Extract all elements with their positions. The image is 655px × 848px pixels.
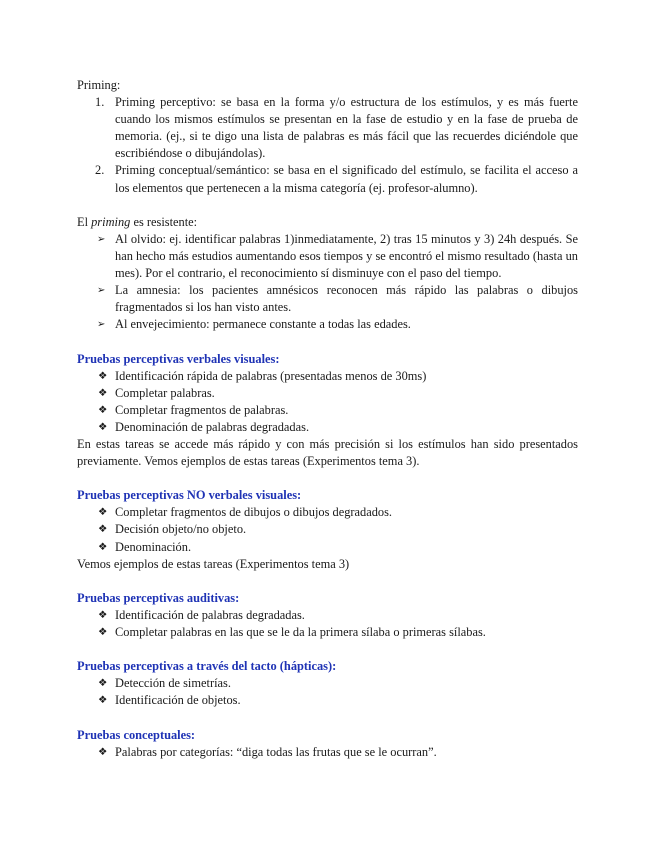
resistance-intro-italic: priming [91, 214, 131, 229]
auditory-list [77, 607, 578, 641]
section-heading-conceptual: Pruebas conceptuales: [77, 727, 196, 742]
arrow-bullet-icon: ➢ [97, 233, 106, 245]
nonverbal-visual-item-text: Completar fragmentos de dibujos o dibujos degradados. [115, 505, 393, 520]
diamond-bullet-icon: ❖ [98, 627, 108, 638]
haptic-item [77, 692, 578, 709]
resistance-list [77, 231, 578, 334]
arrow-bullet-icon: ➢ [97, 319, 106, 331]
conceptual-item [77, 744, 578, 761]
verbal-visual-item-text: Identificación rápida de palabras (presentadas menos de 30ms) [115, 368, 427, 383]
diamond-bullet-icon: ❖ [98, 387, 108, 399]
nonverbal-visual-item-text: Denominación. [115, 539, 192, 554]
auditory-item-text: Completar palabras en las que se le da la primera sílaba o primeras sílabas. [115, 625, 486, 639]
verbal-visual-list [77, 368, 578, 436]
diamond-bullet-icon: ❖ [98, 524, 108, 536]
section-heading-verbal-visual: Pruebas perceptivas verbales visuales: [77, 351, 280, 366]
priming-types-list [77, 94, 578, 197]
resistance-item [77, 316, 578, 333]
priming-type-item [77, 94, 578, 162]
diamond-bullet-icon: ❖ [98, 678, 108, 690]
haptic-item-text: Identificación de objetos. [115, 693, 241, 708]
list-number: 1. [95, 95, 105, 110]
verbal-visual-item [77, 402, 578, 419]
resistance-item [77, 282, 578, 316]
verbal-visual-item-text: Denominación de palabras degradadas. [115, 419, 310, 434]
resistance-item-text: La amnesia: los pacientes amnésicos reconocen más rápido las palabras o dibujos fragmentados si los han visto antes. [115, 283, 578, 315]
auditory-item-text: Identificación de palabras degradadas. [115, 607, 305, 622]
section-heading-auditory: Pruebas perceptivas auditivas: [77, 590, 240, 605]
auditory-item [77, 607, 578, 624]
haptic-item [77, 675, 578, 692]
nonverbal-visual-item [77, 539, 578, 556]
verbal-visual-item-text: Completar fragmentos de palabras. [115, 402, 289, 417]
resistance-intro-prefix: El [77, 214, 92, 229]
haptic-list [77, 675, 578, 709]
verbal-visual-item-text: Completar palabras. [115, 385, 215, 400]
priming-type-text: Priming conceptual/semántico: se basa en el significado del estímulo, se facilita el acceso a los elementos que pertenecen a la misma categoría (ej. profesor-alumno). [115, 163, 578, 195]
section-heading-haptic: Pruebas perceptivas a través del tacto (hápticas): [77, 659, 337, 674]
nonverbal-visual-note: Vemos ejemplos de estas tareas (Experimentos tema 3) [77, 556, 350, 571]
diamond-bullet-icon: ❖ [98, 404, 108, 416]
verbal-visual-note: En estas tareas se accede más rápido y con más precisión si los estímulos han sido presentados previamente. Vemos ejemplos de estas tareas (Experimentos tema 3). [77, 436, 578, 469]
nonverbal-visual-item [77, 521, 578, 538]
priming-type-text: Priming perceptivo: se basa en la forma y/o estructura de los estímulos, y es más fuerte cuando los mismos estímulos se presentan en la fase de estudio y en la fase de prueba de memoria. (ej., si te digo una lista de palabras es más fácil que las recuerdes diciéndole que escribiéndose o dibujándolas). [115, 95, 578, 161]
nonverbal-visual-item-text: Decisión objeto/no objeto. [115, 522, 247, 537]
priming-title: Priming: [77, 78, 121, 92]
resistance-item-text: Al envejecimiento: permanece constante a todas las edades. [115, 317, 411, 332]
list-number: 2. [95, 163, 105, 178]
priming-type-item [77, 162, 578, 196]
verbal-visual-item [77, 385, 578, 402]
diamond-bullet-icon: ❖ [98, 695, 108, 707]
conceptual-list [77, 744, 578, 761]
resistance-intro [77, 214, 578, 231]
conceptual-item-text: Palabras por categorías: “diga todas las frutas que se le ocurran”. [115, 744, 437, 759]
nonverbal-visual-list [77, 504, 578, 555]
diamond-bullet-icon: ❖ [98, 421, 108, 433]
diamond-bullet-icon: ❖ [98, 609, 108, 621]
verbal-visual-item [77, 368, 578, 385]
verbal-visual-item [77, 419, 578, 436]
section-heading-nonverbal-visual: Pruebas perceptivas NO verbales visuales: [77, 488, 302, 503]
arrow-bullet-icon: ➢ [97, 285, 106, 297]
diamond-bullet-icon: ❖ [98, 370, 108, 382]
resistance-intro-suffix: es resistente: [130, 214, 198, 229]
diamond-bullet-icon: ❖ [98, 541, 108, 553]
diamond-bullet-icon: ❖ [98, 746, 108, 758]
resistance-item-text: Al olvido: ej. identificar palabras 1)inmediatamente, 2) tras 15 minutos y 3) 24h después. Se han hecho más estudios aumentando esos tiempos y se encontró el mismo resultado (hasta un mes). Por el contrario, el reconocimiento sí disminuye con el paso del tiempo. [115, 231, 578, 281]
auditory-item [77, 624, 578, 641]
haptic-item-text: Detección de simetrías. [115, 676, 231, 691]
nonverbal-visual-item [77, 504, 578, 521]
document-body [77, 77, 578, 761]
resistance-item [77, 231, 578, 282]
diamond-bullet-icon: ❖ [98, 507, 108, 519]
